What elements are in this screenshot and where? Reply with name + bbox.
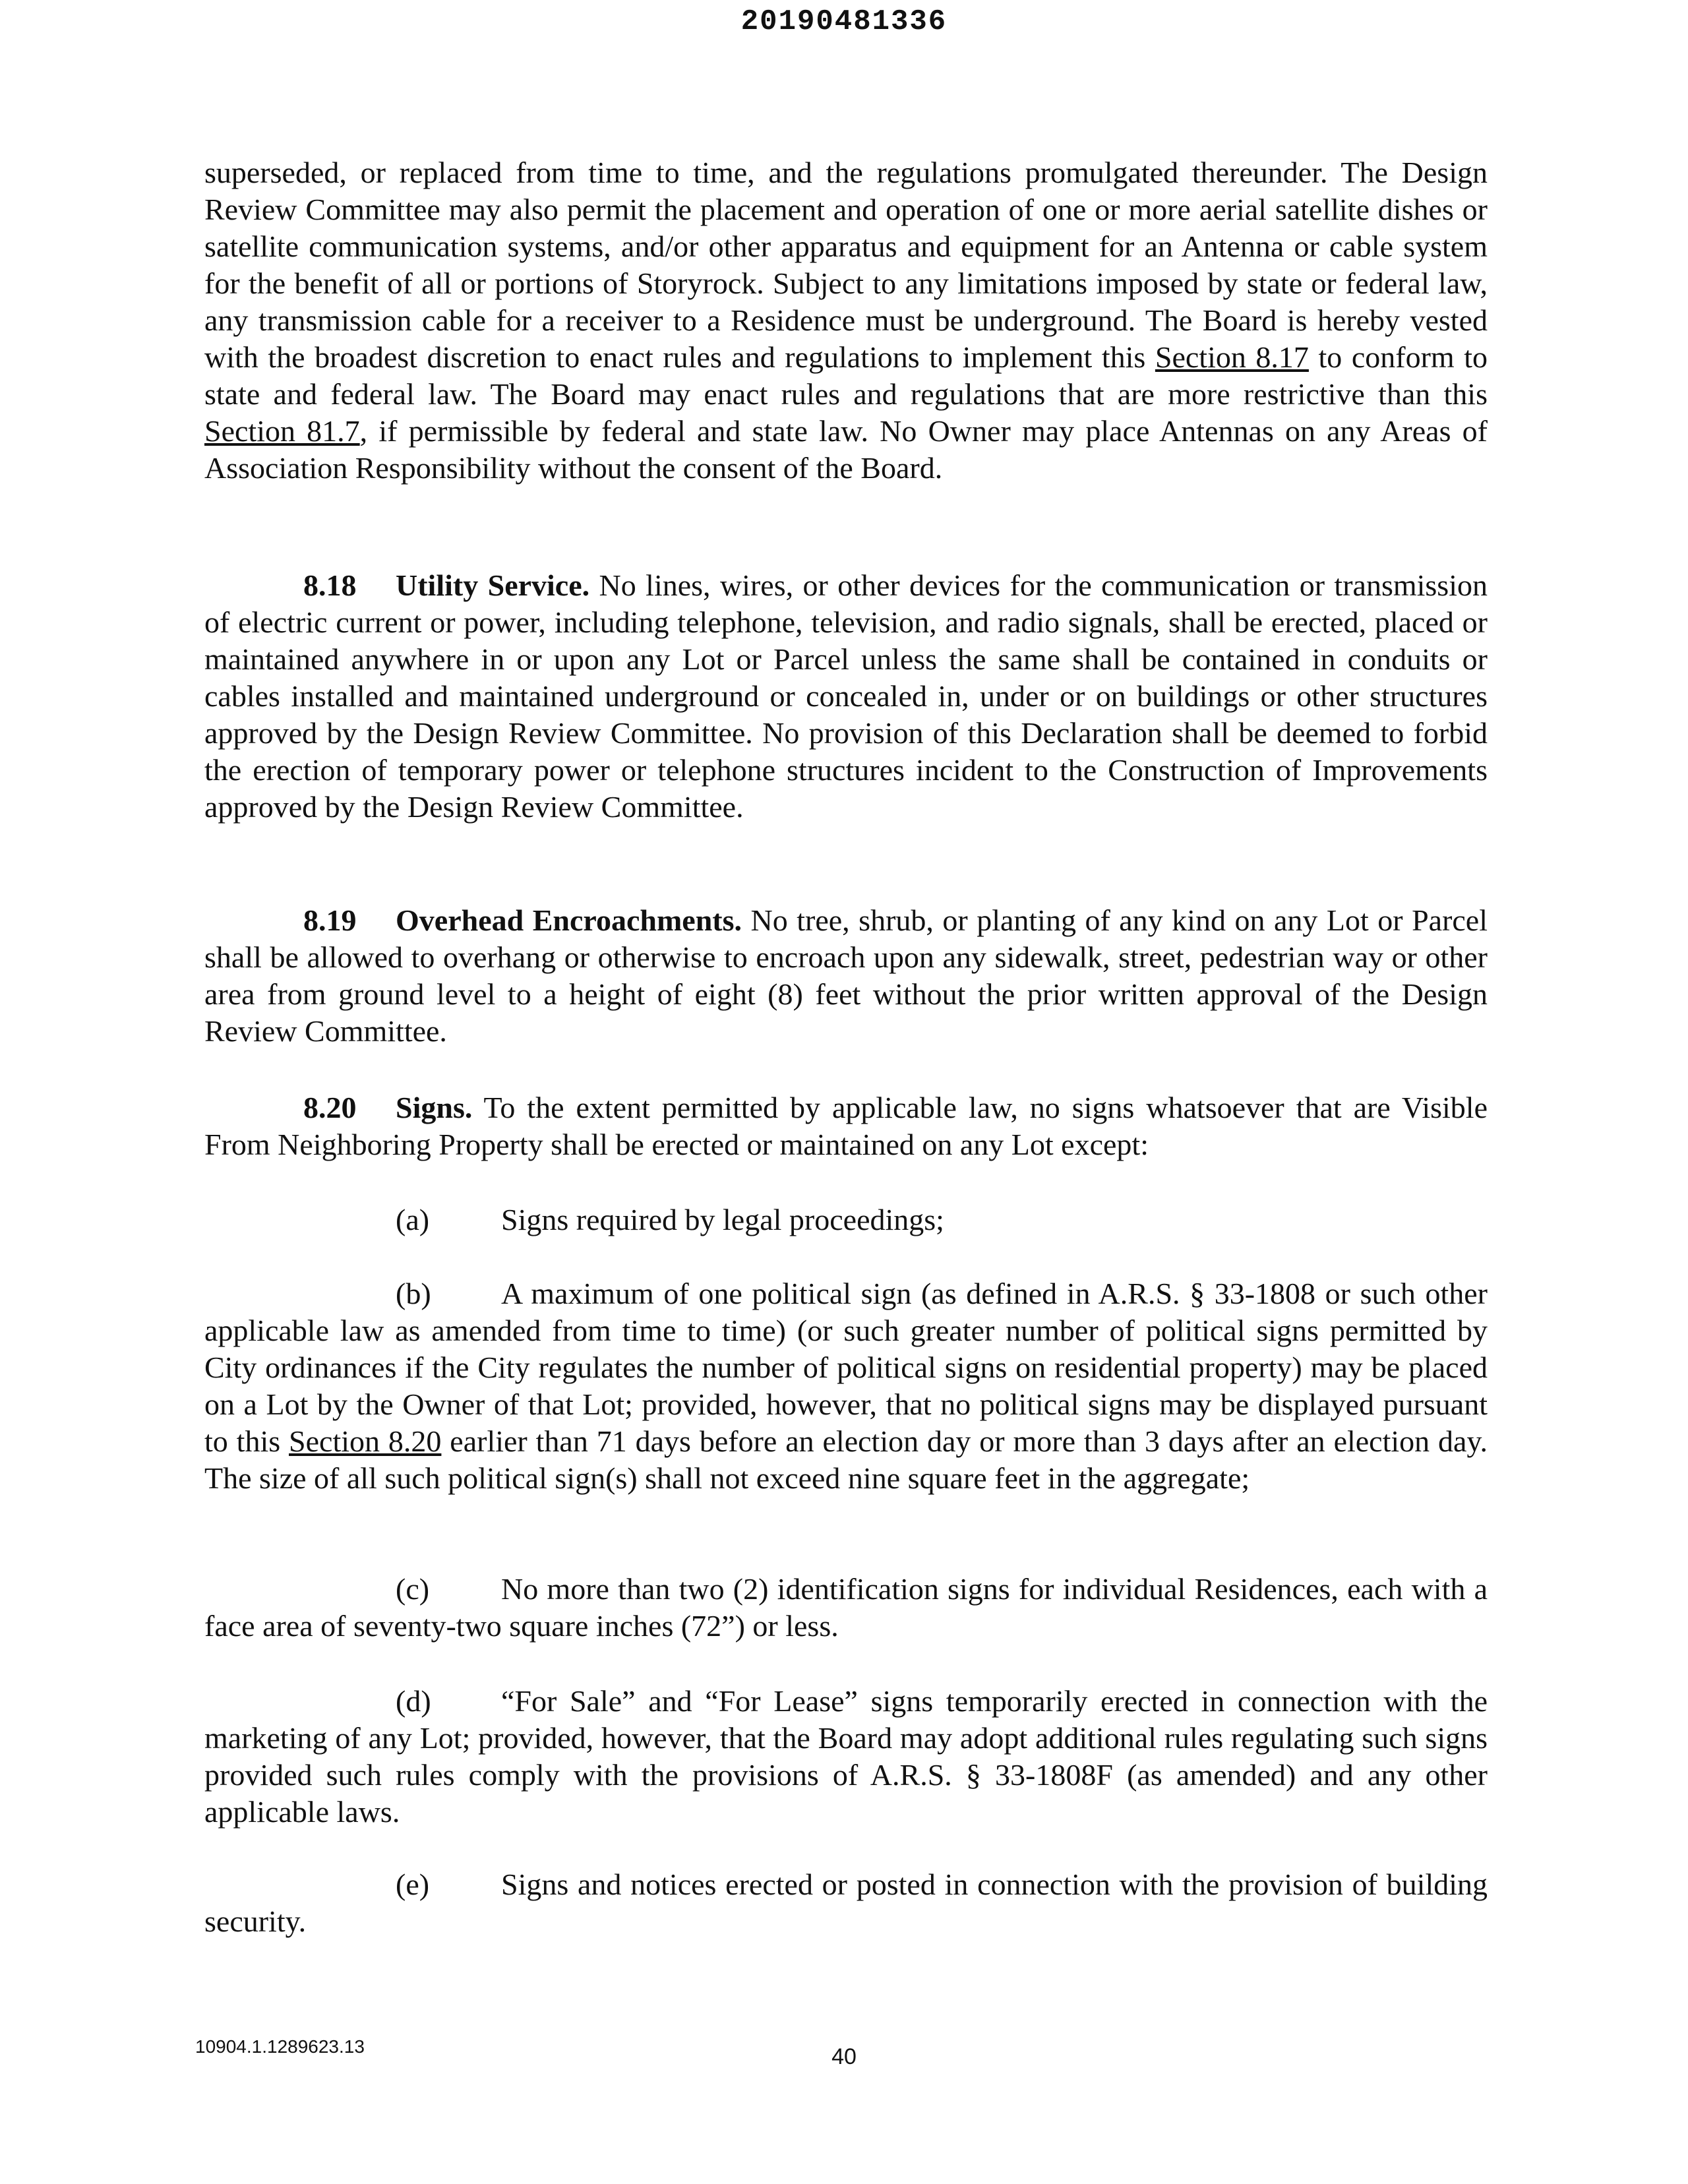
list-item-a (204, 1201, 1488, 1238)
item-text: No more than two (2) identification signs for individual Residences, each with a face area of seventy-two square inches (72”) or less. (204, 1572, 1488, 1643)
section-body: To the extent permitted by applicable law, no signs whatsoever that are Visible From Neighboring Property shall be erected or maintained on any Lot except: (204, 1091, 1488, 1161)
item-text: “For Sale” and “For Lease” signs temporarily erected in connection with the marketing of any Lot; provided, however, that the Board may adopt additional rules regulating such signs provided such rules comply with the provisions of A.R.S. § 33-1808F (as amended) and any other applicable laws. (204, 1684, 1488, 1829)
section-8-19 (204, 902, 1488, 1050)
footer-document-id: 10904.1.1289623.13 (195, 2036, 365, 2057)
section-heading: Overhead Encroachments. (396, 903, 742, 937)
section-number: 8.19 (303, 903, 357, 937)
list-item-d (204, 1683, 1488, 1831)
section-8-18 (204, 567, 1488, 826)
list-item-e (204, 1866, 1488, 1940)
section-8-20 (204, 1089, 1488, 1163)
section-reference: Section 8.20 (289, 1424, 442, 1458)
text-run: to conform to state and federal law. The Board may enact rules and regulations that are more restrictive than this (204, 340, 1488, 411)
item-label: (d) (396, 1684, 431, 1718)
section-reference: Section 81.7 (204, 414, 360, 448)
section-number: 8.18 (303, 568, 357, 602)
section-body: No lines, wires, or other devices for the communication or transmission of electric current or power, including telephone, television, and radio signals, shall be erected, placed or maintained anywhere in or upon any Lot or Parcel unless the same shall be contained in conduits or cables installed and maintained underground or concealed in, under or on buildings or other structures approved by the Design Review Committee. No provision of this Declaration shall be deemed to forbid the erection of temporary power or telephone structures incident to the Construction of Improvements approved by the Design Review Committee. (204, 568, 1488, 824)
item-text: earlier than 71 days before an election day or more than 3 days after an election day. The size of all such political sign(s) shall not exceed nine square feet in the aggregate; (204, 1424, 1488, 1495)
section-reference: Section 8.17 (1155, 340, 1309, 374)
page-number: 40 (831, 2044, 857, 2069)
section-heading: Utility Service. (396, 568, 590, 602)
recording-number: 20190481336 (740, 5, 948, 38)
list-item-b (204, 1275, 1488, 1497)
list-item-c (204, 1571, 1488, 1645)
item-text: Signs required by legal proceedings; (501, 1203, 944, 1236)
item-label: (e) (396, 1867, 430, 1901)
item-text: Signs and notices erected or posted in connection with the provision of building security. (204, 1867, 1488, 1938)
section-number: 8.20 (303, 1091, 357, 1124)
item-label: (a) (396, 1203, 430, 1236)
section-heading: Signs. (396, 1091, 473, 1124)
item-text: A maximum of one political sign (as defined in A.R.S. § 33-1808 or such other applicable law as amended from time to time) (or such greater number of political signs permitted by City ordinances if the City regulates the number of political signs on residential property) may be placed on a Lot by the Owner of that Lot; provided, however, that no political signs may be displayed pursuant to this (204, 1277, 1488, 1458)
text-run: , if permissible by federal and state law. No Owner may place Antennas on any Areas of Association Responsibility without the consent of the Board. (204, 414, 1488, 485)
paragraph-antennas-continued (204, 154, 1488, 487)
item-label: (c) (396, 1572, 430, 1606)
item-label: (b) (396, 1277, 431, 1310)
section-body: No tree, shrub, or planting of any kind on any Lot or Parcel shall be allowed to overhang or otherwise to encroach upon any sidewalk, street, pedestrian way or other area from ground level to a height of eight (8) feet without the prior written approval of the Design Review Committee. (204, 903, 1488, 1048)
text-run: superseded, or replaced from time to time, and the regulations promulgated thereunder. The Design Review Committee may also permit the placement and operation of one or more aerial satellite dishes or satellite communication systems, and/or other apparatus and equipment for an Antenna or cable system for the benefit of all or portions of Storyrock. Subject to any limitations imposed by state or federal law, any transmission cable for a receiver to a Residence must be underground. The Board is hereby vested with the broadest discretion to enact rules and regulations to implement this (204, 156, 1488, 374)
